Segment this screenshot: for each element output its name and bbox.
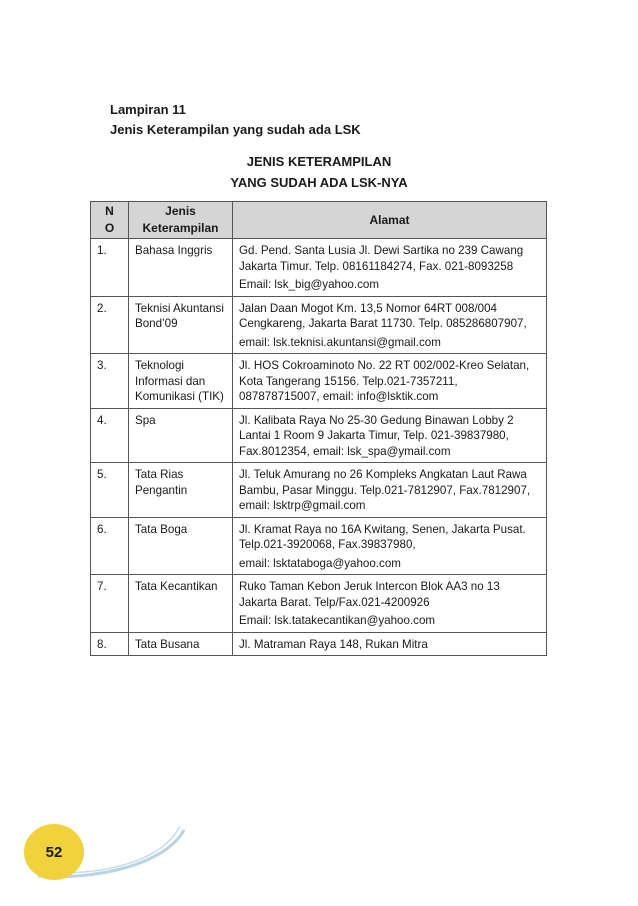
table-row xyxy=(91,296,547,354)
table-row xyxy=(91,239,547,297)
row-skill-name: Tata Rias Pengantin xyxy=(129,463,233,518)
appendix-header xyxy=(110,100,361,140)
row-number: 8. xyxy=(91,632,129,656)
header-jenis-line2: Keterampilan xyxy=(142,221,219,235)
header-no-line2: O xyxy=(104,221,115,235)
row-address xyxy=(233,517,547,575)
row-number: 4. xyxy=(91,408,129,463)
row-skill-name: Tata Busana xyxy=(129,632,233,656)
table-row xyxy=(91,354,547,409)
row-skill-name: Tata Boga xyxy=(129,517,233,575)
row-number: 3. xyxy=(91,354,129,409)
table-row xyxy=(91,575,547,633)
row-skill-name: Teknisi Akuntansi Bond’09 xyxy=(129,296,233,354)
row-address xyxy=(233,354,547,409)
row-address xyxy=(233,463,547,518)
row-skill-name: Teknologi Informasi dan Komunikasi (TIK) xyxy=(129,354,233,409)
table-row xyxy=(91,463,547,518)
header-alamat: Alamat xyxy=(233,202,547,239)
table-row xyxy=(91,517,547,575)
table-row xyxy=(91,408,547,463)
row-address-text: Jl. HOS Cokroaminoto No. 22 RT 002/002-Kreo Selatan, Kota Tangerang 15156. Telp.021-7357211, 087878715007, email: info@lsktik.com xyxy=(239,359,530,403)
table-row xyxy=(91,632,547,656)
table-title-line1: JENIS KETERAMPILAN xyxy=(246,154,392,169)
row-address xyxy=(233,408,547,463)
row-number: 6. xyxy=(91,517,129,575)
page-footer xyxy=(24,818,194,888)
row-email: email: lsk.teknisi.akuntansi@gmail.com xyxy=(239,335,441,349)
table-title xyxy=(0,151,638,193)
row-email: email: lsktataboga@yahoo.com xyxy=(239,556,401,570)
row-number: 2. xyxy=(91,296,129,354)
row-number: 5. xyxy=(91,463,129,518)
appendix-subtitle: Jenis Keterampilan yang sudah ada LSK xyxy=(110,122,361,137)
row-address-text: Jl. Matraman Raya 148, Rukan Mitra xyxy=(239,637,428,651)
skills-table xyxy=(90,201,547,656)
page-number: 52 xyxy=(45,843,63,861)
row-address-text: Ruko Taman Kebon Jeruk Intercon Blok AA3 no 13 Jakarta Barat. Telp/Fax.021-4200926 xyxy=(239,580,500,609)
row-number: 1. xyxy=(91,239,129,297)
table-header-row xyxy=(91,202,547,239)
row-address xyxy=(233,296,547,354)
row-email: Email: lsk_big@yahoo.com xyxy=(239,278,380,291)
row-number: 7. xyxy=(91,575,129,633)
row-address-text: Jalan Daan Mogot Km. 13,5 Nomor 64RT 008/004 Cengkareng, Jakarta Barat 11730. Telp. 085286807907, xyxy=(239,301,527,330)
header-no xyxy=(91,202,129,239)
row-address-text: Jl. Teluk Amurang no 26 Kompleks Angkatan Laut Rawa Bambu, Pasar Minggu. Telp.021-7812907, Fax.7812907, email: lsktrp@gmail.com xyxy=(239,468,531,512)
row-skill-name: Spa xyxy=(129,408,233,463)
header-jenis-line1: Jenis xyxy=(165,204,196,218)
header-jenis xyxy=(129,202,233,239)
row-address-text: Gd. Pend. Santa Lusia Jl. Dewi Sartika no 239 Cawang Jakarta Timur. Telp. 08161184274, Fax. 021-8093258 xyxy=(239,244,524,273)
row-address xyxy=(233,632,547,656)
table-title-line2: YANG SUDAH ADA LSK-NYA xyxy=(230,175,408,190)
row-address-text: Jl. Kalibata Raya No 25-30 Gedung Binawan Lobby 2 Lantai 1 Room 9 Jakarta Timur, Telp. 021-39837980, Fax.8012354, email: lsk_spa@ymail.com xyxy=(239,413,514,458)
row-skill-name: Tata Kecantikan xyxy=(129,575,233,633)
row-email: Email: lsk.tatakecantikan@yahoo.com xyxy=(239,614,436,627)
header-no-line1: N xyxy=(105,204,114,218)
row-address xyxy=(233,575,547,633)
row-skill-name: Bahasa Inggris xyxy=(129,239,233,297)
appendix-label: Lampiran 11 xyxy=(110,102,186,117)
row-address-text: Jl. Kramat Raya no 16A Kwitang, Senen, Jakarta Pusat. Telp.021-3920068, Fax.39837980, xyxy=(239,522,526,551)
page-number-badge xyxy=(24,824,84,880)
row-address xyxy=(233,239,547,297)
